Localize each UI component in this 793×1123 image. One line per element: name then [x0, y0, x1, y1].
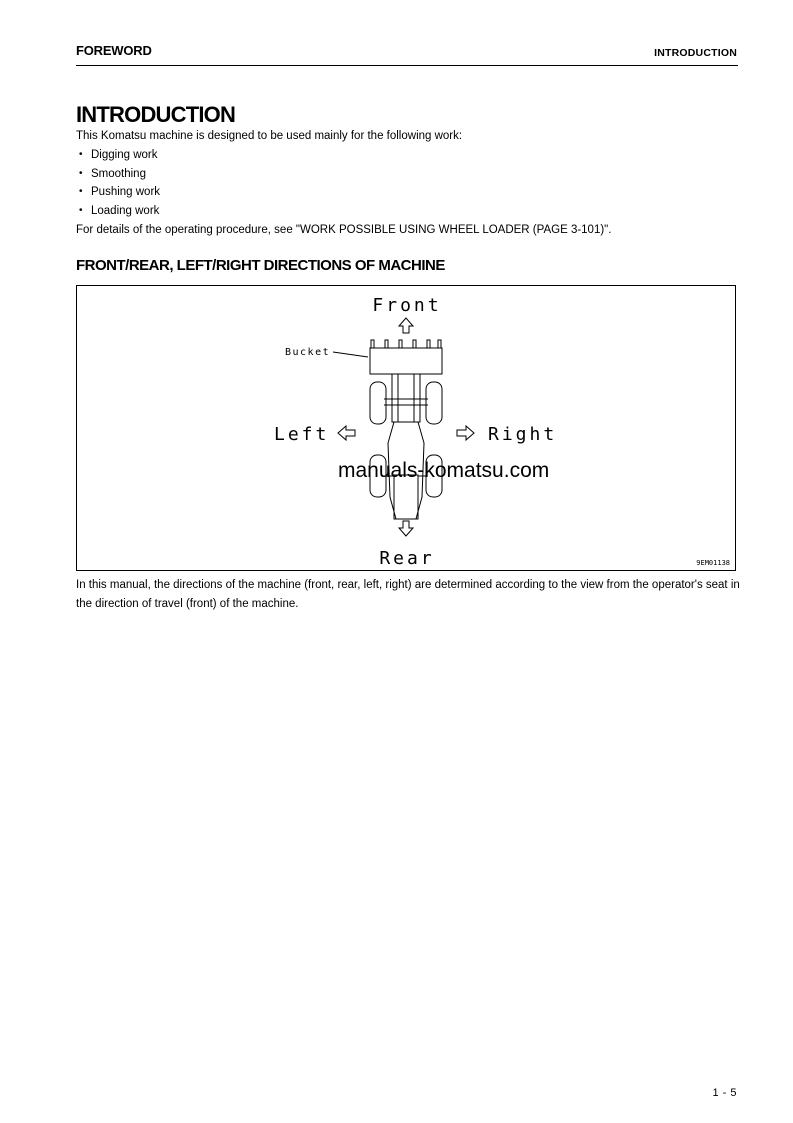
- details-paragraph: For details of the operating procedure, see "WORK POSSIBLE USING WHEEL LOADER (PAGE 3-101)".: [76, 224, 612, 236]
- rear-label: Rear: [379, 548, 435, 569]
- list-item: • Digging work: [76, 146, 160, 165]
- list-item: • Pushing work: [76, 183, 160, 202]
- right-label: Right: [488, 424, 558, 445]
- header-chapter-title: INTRODUCTION: [654, 47, 737, 59]
- header-rule: [76, 65, 738, 66]
- work-list: [76, 146, 160, 221]
- section-title: FRONT/REAR, LEFT/RIGHT DIRECTIONS OF MACHINE: [76, 257, 445, 274]
- machine-directions-figure: [76, 285, 736, 571]
- left-label: Left: [274, 424, 330, 445]
- bucket-tooth: [413, 340, 416, 348]
- header-section-title: FOREWORD: [76, 43, 152, 58]
- left-arrow-icon: [338, 426, 355, 440]
- watermark-text: manuals-komatsu.com: [338, 459, 550, 482]
- bucket-tooth: [427, 340, 430, 348]
- bucket-shape: [370, 348, 442, 374]
- figure-code: 9EM01138: [696, 559, 730, 567]
- list-item: • Smoothing: [76, 165, 160, 184]
- front-arrow-icon: [399, 318, 413, 333]
- bucket-tooth: [371, 340, 374, 348]
- bucket-tooth: [385, 340, 388, 348]
- front-label: Front: [372, 295, 442, 316]
- bucket-tooth: [399, 340, 402, 348]
- rear-arrow-icon: [399, 521, 413, 536]
- front-right-wheel: [426, 382, 442, 424]
- caption-paragraph: In this manual, the directions of the machine (front, rear, left, right) are determined according to the view from the operator's seat in the direction of travel (front) of the machine.: [76, 579, 740, 610]
- list-item: • Loading work: [76, 202, 160, 221]
- intro-paragraph: This Komatsu machine is designed to be used mainly for the following work:: [76, 130, 463, 142]
- bucket-tooth: [438, 340, 441, 348]
- page-number: 1 - 5: [712, 1087, 737, 1099]
- bucket-label: Bucket: [285, 347, 331, 358]
- right-arrow-icon: [457, 426, 474, 440]
- page-title: INTRODUCTION: [76, 102, 236, 127]
- front-left-wheel: [370, 382, 386, 424]
- front-frame: [392, 374, 420, 422]
- bucket-leader-line: [333, 352, 368, 357]
